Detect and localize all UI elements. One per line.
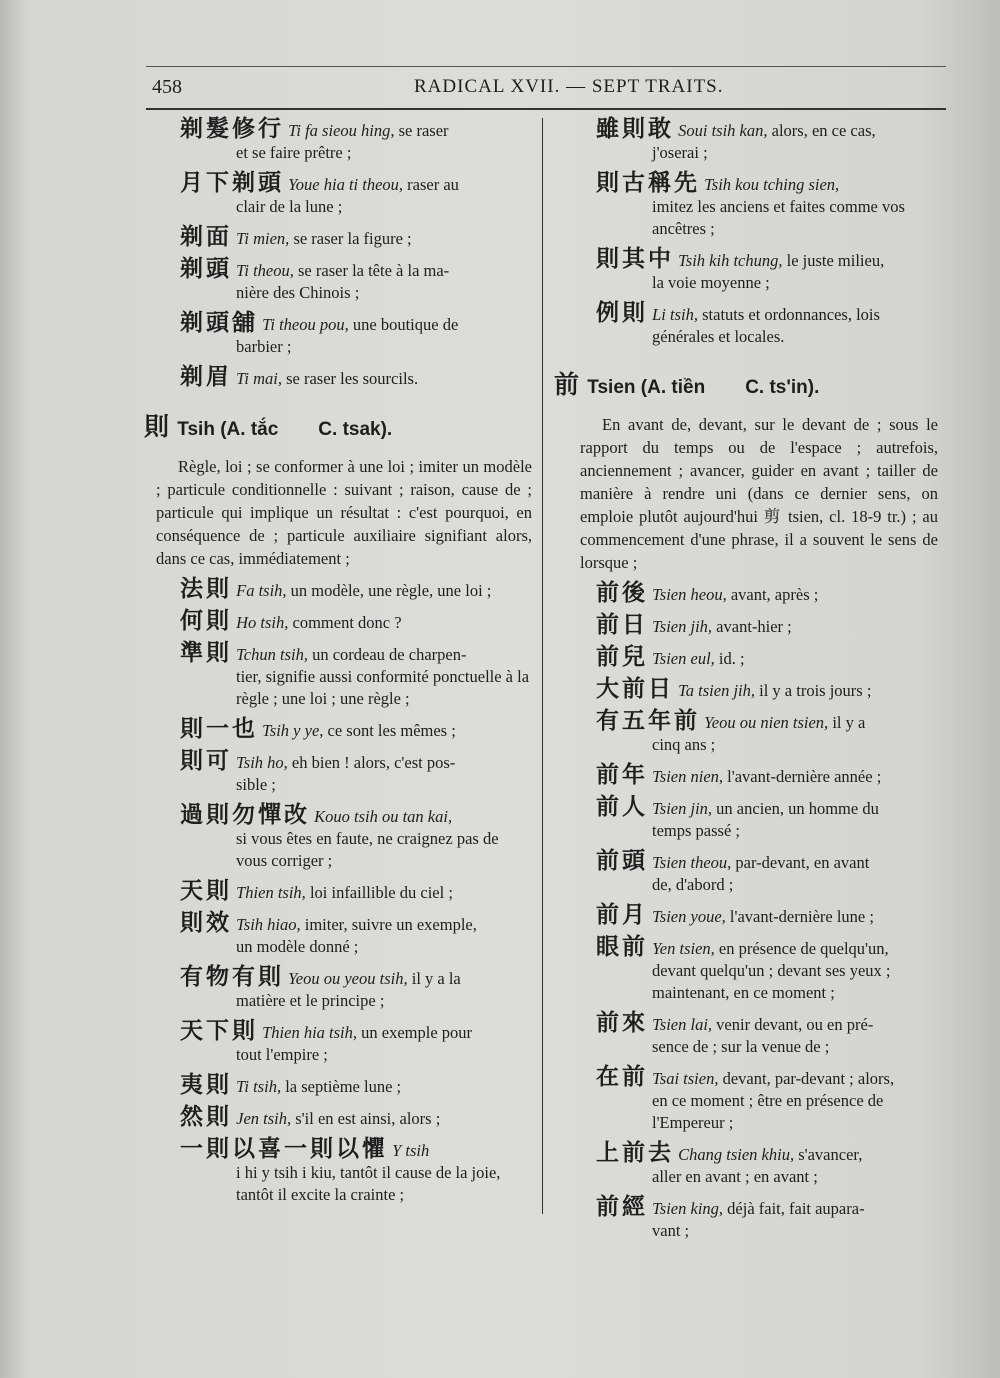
entry-characters: 天則 — [180, 878, 232, 904]
dictionary-entry — [596, 796, 938, 842]
entry-characters: 前日 — [596, 612, 648, 638]
dictionary-entry — [180, 578, 532, 602]
entry-characters: 則一也 — [180, 716, 258, 742]
entry-definition: ce sont les mêmes ; — [327, 721, 456, 740]
entry-characters: 一則以喜一則以懼 — [180, 1136, 388, 1162]
entry-definition-continued: temps passé ; — [652, 821, 740, 840]
entry-definition: statuts et ordonnances, lois — [702, 305, 880, 324]
entry-definition-continued: devant quelqu'un ; devant ses yeux ; maintenant, en ce moment ; — [652, 961, 891, 1002]
entry-definition: un cordeau de charpen- — [312, 645, 467, 664]
right-section-heading — [554, 370, 938, 399]
entry-characters: 眼前 — [596, 934, 648, 960]
entry-definition: comment donc ? — [292, 613, 402, 632]
dictionary-entry — [180, 966, 532, 1012]
entry-romanization: Kouo tsih ou tan kai, — [314, 807, 453, 826]
right-definition-paragraph: En avant de, devant, sur le devant de ; sous le rapport du temps ou de l'espace ; autrefois, anciennement ; avancer, guider en avant ; tailler de manière à rendre uni (dans ce dernier sens, on emploie plutôt aujourd'hui 剪 tsien, cl. 18-9 tr.) ; au commencement d'une phrase, il a souvent le sens de lorsque ; — [580, 415, 938, 572]
entry-romanization: Ti theou pou, — [262, 315, 349, 334]
entry-definition: avant, après ; — [730, 585, 819, 604]
dictionary-entry — [180, 880, 532, 904]
top-rule — [146, 66, 946, 67]
entry-definition-continued: cinq ans ; — [652, 735, 716, 754]
entry-characters: 上前去 — [596, 1140, 674, 1166]
entry-characters: 前年 — [596, 762, 648, 788]
entry-romanization: Thien tsih, — [236, 883, 306, 902]
dictionary-entry — [596, 764, 938, 788]
entry-characters: 然則 — [180, 1104, 232, 1130]
left-section-heading — [144, 412, 532, 441]
entry-romanization: Tsih hiao, — [236, 915, 301, 934]
entry-characters: 前頭 — [596, 848, 648, 874]
entry-characters: 在前 — [596, 1064, 648, 1090]
entry-characters: 例則 — [596, 300, 648, 326]
entry-definition-continued: j'oserai ; — [652, 143, 708, 162]
dictionary-entry — [180, 642, 532, 710]
entry-definition: se raser la tête à la ma- — [298, 261, 450, 280]
heading-character: 前 — [554, 370, 583, 399]
entry-romanization: Tchun tsih, — [236, 645, 308, 664]
entry-romanization: Tsien youe, — [652, 907, 726, 926]
page-header — [146, 74, 946, 104]
entry-characters: 大前日 — [596, 676, 674, 702]
dictionary-entry — [596, 248, 938, 294]
entry-definition: il y a trois jours ; — [759, 681, 872, 700]
dictionary-entry — [180, 258, 532, 304]
entry-definition: un ancien, un homme du — [716, 799, 879, 818]
entry-definition: il y a la — [411, 969, 461, 988]
entry-definition-continued: sible ; — [236, 775, 276, 794]
entry-definition: il y a — [832, 713, 866, 732]
entry-definition: se raser les sourcils. — [286, 369, 419, 388]
entry-definition-continued: tout l'empire ; — [236, 1045, 328, 1064]
heading-text: Tsih (A. tắc — [177, 419, 279, 440]
entry-romanization: Ti theou, — [236, 261, 294, 280]
column-divider — [542, 118, 543, 1214]
entry-definition: id. ; — [718, 649, 745, 668]
dictionary-entry — [180, 366, 532, 390]
entry-characters: 有物有則 — [180, 964, 284, 990]
entry-definition: venir devant, ou en pré- — [716, 1015, 874, 1034]
entry-romanization: Tsien theou, — [652, 853, 732, 872]
dictionary-entry — [596, 646, 938, 670]
left-entries-bottom — [180, 578, 532, 1206]
dictionary-entry — [180, 118, 532, 164]
entry-romanization: Ti fa sieou hing, — [288, 121, 395, 140]
entry-definition-continued: matière et le principe ; — [236, 991, 385, 1010]
entry-definition-continued: générales et locales. — [652, 327, 785, 346]
entry-characters: 前兒 — [596, 644, 648, 670]
entry-definition: se raser la figure ; — [293, 229, 412, 248]
entry-definition: un exemple pour — [361, 1023, 473, 1042]
entry-definition: se raser — [398, 121, 449, 140]
entry-characters: 準則 — [180, 640, 232, 666]
entry-romanization: Tsien eul, — [652, 649, 715, 668]
entry-definition: la septième lune ; — [285, 1077, 402, 1096]
entry-romanization: Ti tsih, — [236, 1077, 282, 1096]
entry-romanization: Tsien jin, — [652, 799, 713, 818]
entry-characters: 過則勿憚改 — [180, 802, 310, 828]
left-definition-paragraph: Règle, loi ; se conformer à une loi ; imiter un modèle ; particule conditionnelle : suivant ; raison, cause de ; particule qui implique un résultat : c'est pourquoi, en conséquence de ; particule auxiliaire signifiant alors, dans ce cas, immédiatement ; — [156, 457, 532, 568]
dictionary-entry — [180, 1074, 532, 1098]
entry-definition-continued: imitez les anciens et faites comme vos ancêtres ; — [652, 197, 905, 238]
dictionary-entry — [180, 226, 532, 250]
entry-romanization: Ho tsih, — [236, 613, 289, 632]
entry-definition-continued: sence de ; sur la venue de ; — [652, 1037, 830, 1056]
dictionary-entry — [596, 936, 938, 1004]
dictionary-entry — [596, 1142, 938, 1188]
entry-romanization: Li tsih, — [652, 305, 698, 324]
entry-romanization: Tsai tsien, — [652, 1069, 719, 1088]
dictionary-entry — [180, 1106, 532, 1130]
entry-definition-continued: en ce moment ; être en présence de l'Empereur ; — [652, 1091, 884, 1132]
entry-characters: 則效 — [180, 910, 232, 936]
entry-romanization: Ti mien, — [236, 229, 290, 248]
entry-definition: avant-hier ; — [716, 617, 792, 636]
entry-definition: devant, par-devant ; alors, — [722, 1069, 895, 1088]
heading-text: Tsien (A. tiền — [587, 377, 706, 398]
entry-definition: une boutique de — [352, 315, 459, 334]
entry-definition: imiter, suivre un exemple, — [304, 915, 477, 934]
entry-definition-continued: vant ; — [652, 1221, 690, 1240]
entry-romanization: Tsih kih tchung, — [678, 251, 783, 270]
entry-romanization: Tsien heou, — [652, 585, 727, 604]
entry-characters: 前後 — [596, 580, 648, 606]
entry-characters: 法則 — [180, 576, 232, 602]
page-number: 458 — [152, 76, 182, 98]
entry-definition: raser au — [407, 175, 459, 194]
dictionary-entry — [596, 1012, 938, 1058]
entry-characters: 前人 — [596, 794, 648, 820]
entry-definition-continued: i hi y tsih i kiu, tantôt il cause de la joie, tantôt il excite la crainte ; — [236, 1163, 501, 1204]
entry-characters: 剃頭 — [180, 256, 232, 282]
entry-definition-continued: nière des Chinois ; — [236, 283, 360, 302]
dictionary-entry — [596, 582, 938, 606]
dictionary-entry — [596, 172, 938, 240]
entry-definition: un modèle, une règle, une loi ; — [290, 581, 492, 600]
dictionary-entry — [596, 850, 938, 896]
entry-romanization: Yeou ou yeou tsih, — [288, 969, 408, 988]
entry-romanization: Tsih ho, — [236, 753, 288, 772]
dictionary-entry — [596, 710, 938, 756]
entry-characters: 剃頭舖 — [180, 310, 258, 336]
entry-characters: 夷則 — [180, 1072, 232, 1098]
entry-romanization: Jen tsih, — [236, 1109, 292, 1128]
dictionary-entry — [596, 1196, 938, 1242]
entry-characters: 前月 — [596, 902, 648, 928]
left-column — [144, 116, 532, 1214]
entry-definition: déjà fait, fait aupara- — [727, 1199, 865, 1218]
entry-romanization: Yen tsien, — [652, 939, 715, 958]
entry-characters: 則古稱先 — [596, 170, 700, 196]
entry-characters: 何則 — [180, 608, 232, 634]
entry-romanization: Chang tsien khiu, — [678, 1145, 795, 1164]
entry-characters: 有五年前 — [596, 708, 700, 734]
dictionary-entry — [596, 302, 938, 348]
dictionary-entry — [180, 1138, 532, 1206]
dictionary-entry — [180, 750, 532, 796]
entry-characters: 月下剃頭 — [180, 170, 284, 196]
entry-romanization: Tsih y ye, — [262, 721, 324, 740]
entry-characters: 雖則敢 — [596, 116, 674, 142]
entry-definition-continued: et se faire prêtre ; — [236, 143, 352, 162]
dictionary-entry — [180, 172, 532, 218]
heading-text-2: C. tsak). — [318, 419, 393, 440]
dictionary-entry — [180, 610, 532, 634]
entry-definition-continued: un modèle donné ; — [236, 937, 359, 956]
running-title: RADICAL XVII. — SEPT TRAITS. — [414, 76, 724, 97]
entry-romanization: Youe hia ti theou, — [288, 175, 404, 194]
entry-definition: alors, en ce cas, — [771, 121, 876, 140]
heading-text-2: C. ts'in). — [745, 377, 820, 398]
entry-romanization: Yeou ou nien tsien, — [704, 713, 829, 732]
entry-definition-continued: clair de la lune ; — [236, 197, 343, 216]
entry-definition-continued: barbier ; — [236, 337, 292, 356]
dictionary-entry — [596, 678, 938, 702]
entry-characters: 則其中 — [596, 246, 674, 272]
entry-definition: s'il en est ainsi, alors ; — [295, 1109, 441, 1128]
dictionary-entry — [596, 1066, 938, 1134]
entry-romanization: Tsien jih, — [652, 617, 713, 636]
dictionary-entry — [180, 912, 532, 958]
entry-definition: s'avancer, — [798, 1145, 863, 1164]
entry-characters: 天下則 — [180, 1018, 258, 1044]
entry-characters: 前經 — [596, 1194, 648, 1220]
right-entries-bottom — [596, 582, 938, 1242]
dictionary-entry — [180, 1020, 532, 1066]
entry-characters: 剃面 — [180, 224, 232, 250]
entry-romanization: Y tsih — [392, 1141, 430, 1160]
entry-romanization: Tsien nien, — [652, 767, 724, 786]
dictionary-entry — [180, 718, 532, 742]
entry-romanization: Tsih kou tching sien, — [704, 175, 840, 194]
header-rule — [146, 108, 946, 110]
entry-definition-continued: si vous êtes en faute, ne craignez pas de vous corriger ; — [236, 829, 499, 870]
dictionary-entry — [180, 804, 532, 872]
heading-character: 則 — [144, 412, 173, 441]
entry-definition: l'avant-dernière année ; — [727, 767, 882, 786]
entry-romanization: Tsien king, — [652, 1199, 724, 1218]
entry-romanization: Tsien lai, — [652, 1015, 713, 1034]
entry-definition: l'avant-dernière lune ; — [729, 907, 874, 926]
entry-definition-continued: tier, signifie aussi conformité ponctuelle à la règle ; une loi ; une règle ; — [236, 667, 530, 708]
entry-romanization: Ta tsien jih, — [678, 681, 755, 700]
entry-definition: loi infaillible du ciel ; — [309, 883, 453, 902]
entry-definition: le juste milieu, — [786, 251, 885, 270]
entry-definition: eh bien ! alors, c'est pos- — [291, 753, 456, 772]
entry-definition: par-devant, en avant — [735, 853, 870, 872]
entry-romanization: Thien hia tsih, — [262, 1023, 358, 1042]
left-entries-top — [180, 118, 532, 390]
right-column — [554, 116, 938, 1250]
entry-romanization: Soui tsih kan, — [678, 121, 768, 140]
dictionary-entry — [180, 312, 532, 358]
entry-characters: 前來 — [596, 1010, 648, 1036]
entry-definition-continued: la voie moyenne ; — [652, 273, 770, 292]
entry-characters: 剃眉 — [180, 364, 232, 390]
entry-definition-continued: de, d'abord ; — [652, 875, 734, 894]
entry-romanization: Ti mai, — [236, 369, 282, 388]
dictionary-entry — [596, 904, 938, 928]
dictionary-entry — [596, 118, 938, 164]
dictionary-entry — [596, 614, 938, 638]
entry-characters: 剃髮修行 — [180, 116, 284, 142]
entry-definition-continued: aller en avant ; en avant ; — [652, 1167, 818, 1186]
right-entries-top — [596, 118, 938, 348]
entry-romanization: Fa tsih, — [236, 581, 287, 600]
entry-characters: 則可 — [180, 748, 232, 774]
entry-definition: en présence de quelqu'un, — [718, 939, 889, 958]
